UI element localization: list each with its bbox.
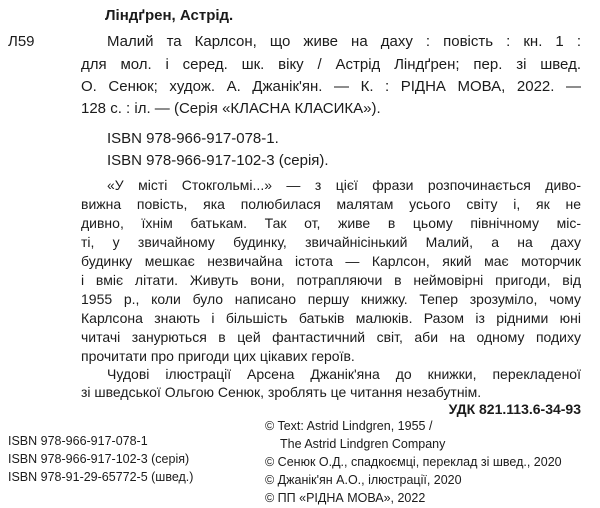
catalog-description-line: О. Сенюк; худож. А. Джанік'ян. — К. : РІДНА МОВА, 2022. —	[81, 78, 581, 95]
annotation-line: Карлсона знають і більшість батьків малюків. Разом із рідними юні	[81, 310, 581, 326]
copyright-line: © Джанік'ян А.О., ілюстрації, 2020	[265, 473, 462, 487]
footer-isbn: ISBN 978-966-917-102-3 (серія)	[8, 452, 190, 466]
classification-code: Л59	[8, 33, 35, 50]
annotation-line: прочитати про пригоди цих цікавих героїв.	[81, 348, 355, 364]
copyright-line: © Text: Astrid Lindgren, 1955 /	[265, 419, 433, 433]
catalog-isbn: ISBN 978-966-917-102-3 (серія).	[107, 152, 329, 169]
footer-isbn: ISBN 978-91-29-65772-5 (швед.)	[8, 470, 194, 484]
catalog-isbn: ISBN 978-966-917-078-1.	[107, 130, 279, 147]
annotation-line: 1955 р., коли було написано першу книжку. Тепер зрозуміло, чому	[81, 291, 581, 307]
catalog-description-line: Малий та Карлсон, що живе на даху : повість : кн. 1 :	[107, 33, 581, 50]
annotation-line: вижна повість, яка полюбилася малятам усього світу і, як не	[81, 196, 581, 212]
copyright-line: © Сенюк О.Д., спадкоємці, переклад зі швед., 2020	[265, 455, 562, 469]
annotation-line: ті, у звичайному будинку, звичайнісінький Малий, а на даху	[81, 234, 581, 250]
catalog-description-line: для мол. і серед. шк. віку / Астрід Ліндґрен; пер. зі швед.	[81, 56, 581, 73]
author-name: Ліндґрен, Астрід.	[105, 7, 234, 24]
annotation-line: дивно, їхнім батькам. Так от, живе в цьому північному міс-	[81, 215, 581, 231]
annotation-line: будинку мешкає незвичайна істота — Карлсон, який має моторчик	[81, 253, 581, 269]
annotation-line: зі шведської Ольгою Сенюк, зроблять це читання незабутнім.	[81, 384, 482, 400]
annotation-line: і вміє літати. Живуть вони, потрапляючи в неймовірні пригоди, від	[81, 272, 581, 288]
udk-code: УДК 821.113.6-34-93	[448, 401, 581, 417]
footer-isbn: ISBN 978-966-917-078-1	[8, 434, 148, 448]
catalog-description-line: 128 с. : іл. — (Серія «КЛАСНА КЛАСИКА»).	[81, 100, 381, 117]
annotation-line: Чудові ілюстрації Арсена Джанік'яна до книжки, перекладеної	[107, 366, 581, 382]
annotation-line: «У місті Стокгольмі...» — з цієї фрази розпочинається диво-	[107, 177, 581, 193]
annotation-line: читачі занурються в цей фантастичний світ, аби на одному подиху	[81, 329, 581, 345]
copyright-line: © ПП «РІДНА МОВА», 2022	[265, 491, 426, 505]
copyright-line: The Astrid Lindgren Company	[280, 437, 446, 451]
